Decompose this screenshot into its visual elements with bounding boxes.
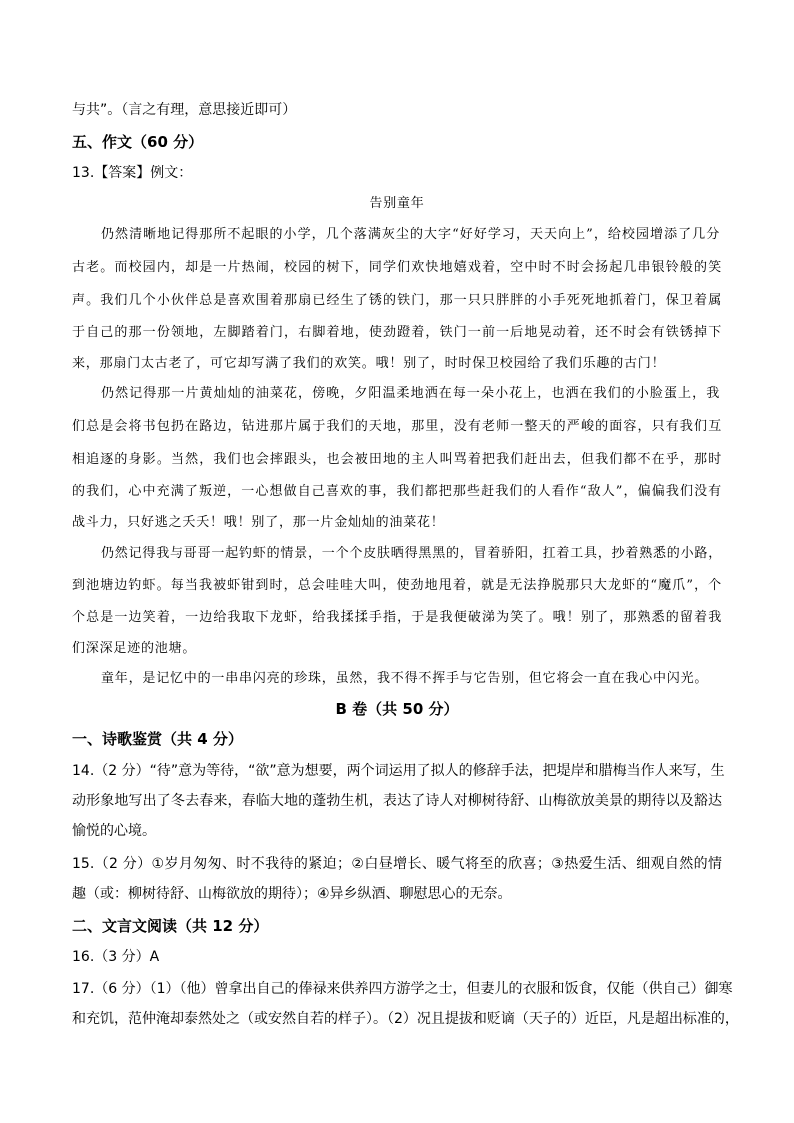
essay-line: 仍然记得那一片黄灿灿的油菜花，傍晚，夕阳温柔地洒在每一朵小花上，也洒在我们的小脸蛋上，我: [101, 386, 720, 401]
essay-line: 于自己的那一份领地，左脚踏着门，右脚着地，使劲蹬着，铁门一前一后地晃动着，还不时会有铁锈掉下: [72, 325, 722, 340]
text-line: 与共”。（言之有理，意思接近即可）: [72, 102, 297, 118]
section-heading: 一、诗歌鉴赏（共 4 分）: [72, 730, 243, 748]
essay-title: 告别童年: [369, 196, 425, 211]
essay-line: 战斗力，只好逃之夭夭！哦！别了，那一片金灿灿的油菜花！: [72, 515, 445, 530]
essay-line: 到池塘边钓虾。每当我被虾钳到时，总会哇哇大叫，使劲地甩着，就是无法挣脱那只大龙虾的“魔爪”，个: [72, 578, 722, 593]
essay-line: 仍然记得我与哥哥一起钓虾的情景，一个个皮肤晒得黑黑的，冒着骄阳，扛着工具，抄着熟悉的小路，: [101, 546, 723, 561]
essay-line: 童年，是记忆中的一串串闪亮的珍珠，虽然，我不得不挥手与它告别，但它将会一直在我心中闪光。: [101, 671, 709, 686]
essay-line: 声。我们几个小伙伴总是喜欢围着那扇已经生了锈的铁门，那一只只胖胖的小手死死地抓着门，保卫着属: [72, 293, 722, 308]
essay-line: 个总是一边笑着，一边给我取下龙虾，给我揉揉手指，于是我便破涕为笑了。哦！别了，那熟悉的留着我: [72, 610, 722, 625]
section-heading: 五、作文（60 分）: [72, 133, 204, 151]
essay-line: 古老。而校园内，却是一片热闹，校园的树下，同学们欢快地嬉戏着，空中时不时会扬起几串银铃般的笑: [72, 260, 722, 275]
answer-line: 和充饥，范仲淹却泰然处之（或安然自若的样子）。（2）况且提拔和贬谪（天子的）近臣，凡是超出标准的，: [72, 1011, 739, 1027]
answer-label: 13.【答案】例文：: [72, 165, 193, 181]
answer-line: 14.（2 分）“待”意为等待，“欲”意为想要，两个词运用了拟人的修辞手法，把堤岸和腊梅当作人来写，生: [72, 763, 725, 779]
answer-line: 15.（2 分）①岁月匆匆、时不我待的紧迫；②白昼增长、暖气将至的欣喜；③热爱生活、细观自然的情: [72, 856, 722, 872]
part-heading: B 卷（共 50 分）: [335, 700, 459, 718]
essay-line: 来，那扇门太古老了，可它却写满了我们的欢笑。哦！别了，时时保卫校园给了我们乐趣的古门！: [72, 356, 666, 371]
essay-line: 们深深足迹的池塘。: [72, 641, 197, 656]
answer-line: 动形象地写出了冬去春来，春临大地的蓬勃生机，表达了诗人对柳树待舒、山梅欲放美景的期待以及豁达: [72, 793, 722, 809]
essay-line: 的我们，心中充满了叛逆，一心想做自己喜欢的事，我们都把那些赶我们的人看作“敌人”，偏偏我们没有: [72, 484, 722, 499]
essay-line: 相追逐的身影。当然，我们也会摔跟头，也会被田地的主人叫骂着把我们赶出去，但我们都不在乎，那时: [72, 452, 722, 467]
section-heading: 二、文言文阅读（共 12 分）: [72, 917, 269, 935]
answer-line: 16.（3 分）A: [72, 949, 160, 965]
essay-line: 们总是会将书包扔在路边，钻进那片属于我们的天地，那里，没有老师一整天的严峻的面容，只有我们互: [72, 419, 722, 434]
answer-line: 17.（6 分）（1）（他）曾拿出自己的俸禄来供养四方游学之士，但妻儿的衣服和饭食，仅能（供自己）御寒: [72, 981, 733, 997]
answer-line: 趣（或：柳树待舒、山梅欲放的期待）；④异乡纵酒、聊慰思心的无奈。: [72, 886, 512, 902]
answer-line: 愉悦的心境。: [72, 823, 156, 839]
essay-line: 仍然清晰地记得那所不起眼的小学，几个落满灰尘的大字“好好学习，天天向上”，给校园增添了几分: [101, 227, 720, 242]
